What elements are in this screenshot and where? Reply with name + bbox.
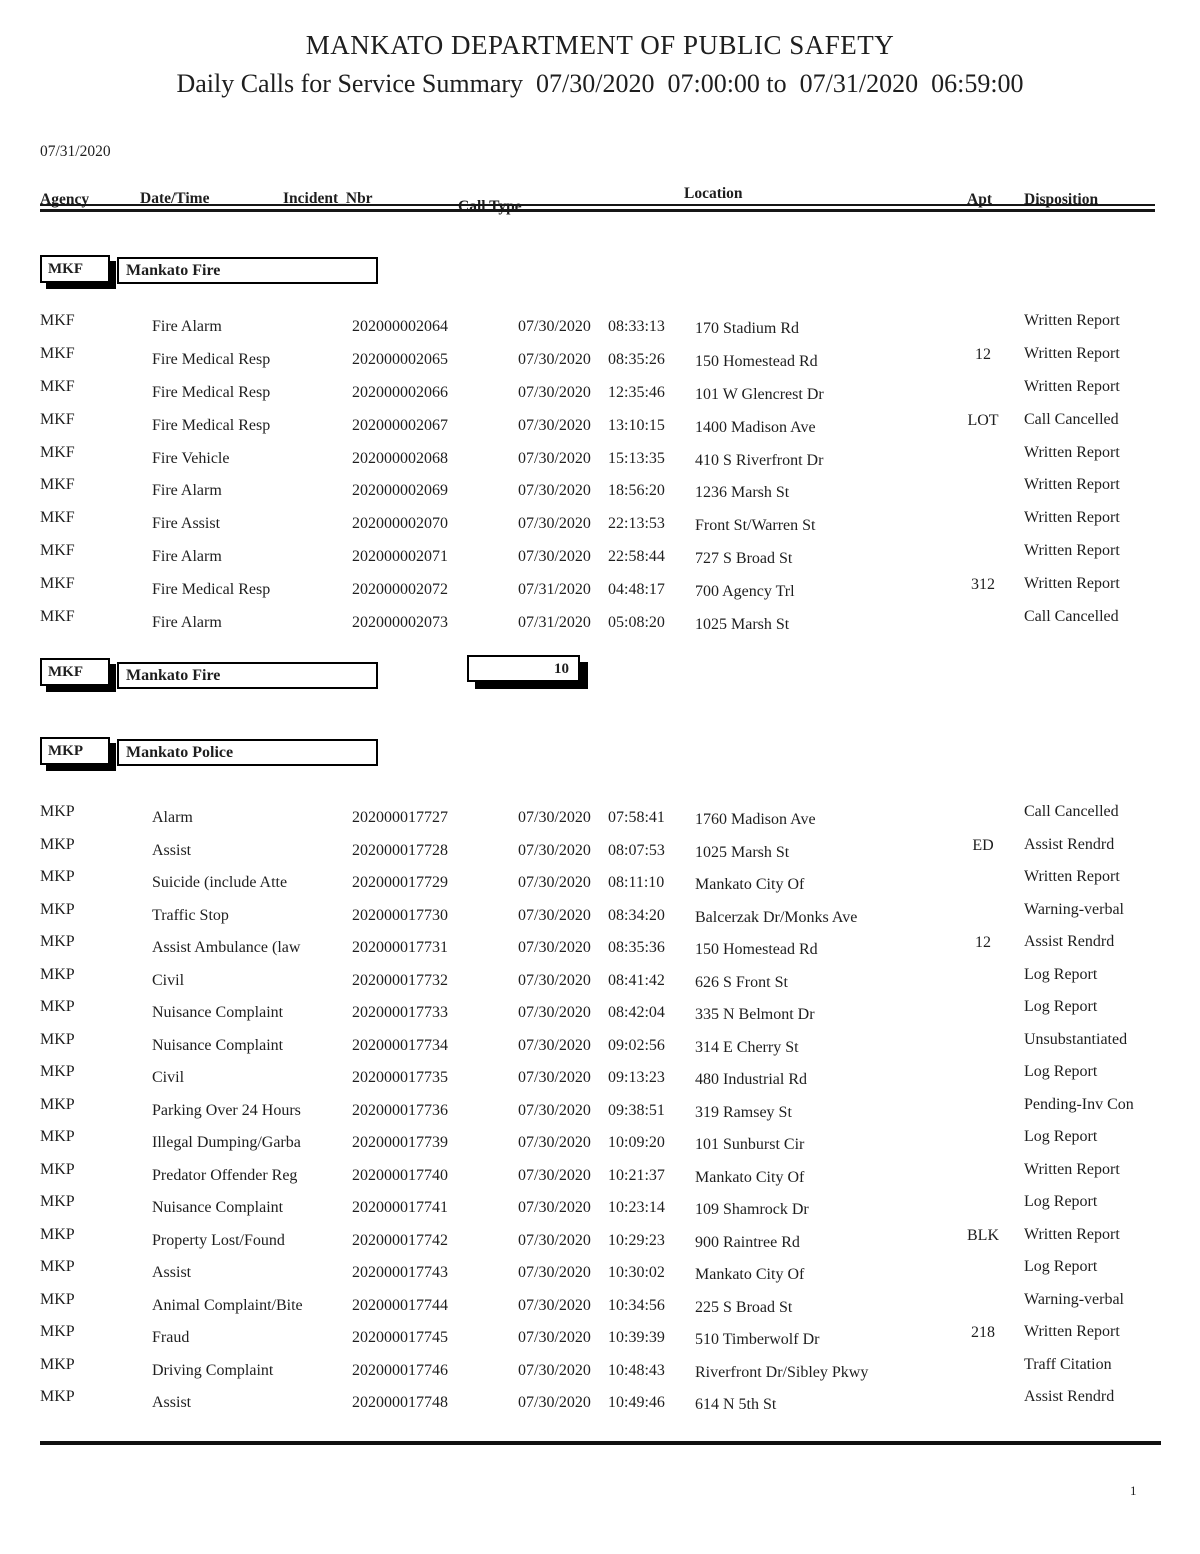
police-call-rows [0,801,1200,1419]
cell-call-type: Traffic Stop [152,906,229,924]
cell-call-type: Alarm [152,809,193,826]
table-row [0,540,1200,573]
cell-location: Mankato City Of [695,1266,805,1283]
cell-incident-nbr: 202000002065 [352,350,448,368]
cell-disposition: Call Cancelled [1024,803,1119,820]
cell-call-type: Assist [152,1264,192,1281]
table-row [0,931,1200,964]
cell-disposition: Call Cancelled [1024,410,1119,428]
cell-agency: MKF [40,377,75,395]
cell-agency: MKP [40,900,75,918]
cell-agency: MKP [40,835,75,853]
cell-incident-nbr: 202000017742 [352,1231,448,1249]
cell-time: 22:13:53 [608,515,665,533]
cell-time: 10:48:43 [608,1361,665,1379]
cell-time: 08:35:26 [608,350,665,368]
cell-time: 05:08:20 [608,614,665,632]
cell-location: Balcerzak Dr/Monks Ave [695,908,858,926]
cell-call-type: Fire Assist [152,515,221,533]
cell-time: 10:09:20 [608,1134,665,1151]
cell-apt: 12 [975,345,991,363]
cell-date: 07/30/2020 [518,1101,591,1119]
cell-call-type: Fire Alarm [152,548,222,566]
cell-time: 12:35:46 [608,383,665,401]
cell-time: 08:41:42 [608,971,665,989]
cell-disposition: Written Report [1024,1225,1120,1243]
cell-disposition: Written Report [1024,476,1120,494]
cell-incident-nbr: 202000002069 [352,482,448,500]
cell-incident-nbr: 202000002071 [352,548,448,566]
cell-agency: MKF [40,608,75,626]
table-row [0,376,1200,409]
cell-time: 10:30:02 [608,1264,665,1281]
cell-call-type: Fire Vehicle [152,449,230,467]
cell-call-type: Assist Ambulance (law [152,939,301,956]
cell-time: 10:34:56 [608,1296,665,1314]
section-code-fire: MKF [48,261,83,277]
cell-incident-nbr: 202000017733 [352,1004,448,1021]
table-row [0,573,1200,606]
cell-time: 10:49:46 [608,1394,665,1411]
cell-location: 626 S Front St [695,973,788,991]
cell-date: 07/30/2020 [518,1199,591,1216]
cell-disposition: Log Report [1024,1258,1098,1275]
table-row [0,507,1200,540]
cell-time: 08:07:53 [608,841,665,859]
cell-agency: MKP [40,868,75,885]
cell-agency: MKP [40,1388,75,1405]
table-row [0,310,1200,343]
cell-date: 07/30/2020 [518,350,591,368]
cell-date: 07/30/2020 [518,1296,591,1314]
cell-disposition: Written Report [1024,344,1120,362]
report-date: 07/31/2020 [40,143,111,160]
cell-call-type: Assist [152,1394,192,1411]
cell-disposition: Written Report [1024,1160,1120,1178]
section-code-box-police [40,737,110,765]
cell-disposition: Log Report [1024,998,1098,1015]
column-header-datetime: Date/Time [140,190,210,207]
cell-agency: MKP [40,1030,75,1048]
cell-disposition: Written Report [1024,509,1120,527]
table-row [0,1029,1200,1062]
table-row [0,899,1200,932]
cell-time: 18:56:20 [608,482,665,500]
cell-location: 150 Homestead Rd [695,941,818,958]
cell-location: 510 Timberwolf Dr [695,1331,820,1348]
cell-incident-nbr: 202000017745 [352,1329,448,1346]
column-header-incident-nbr: Incident_Nbr [283,190,373,207]
cell-call-type: Property Lost/Found [152,1231,285,1249]
table-row [0,996,1200,1029]
cell-location: 1025 Marsh St [695,843,790,861]
table-row [0,1321,1200,1354]
cell-agency: MKF [40,344,75,362]
cell-apt: LOT [967,411,999,429]
table-row [0,1094,1200,1127]
cell-location: 480 Industrial Rd [695,1071,807,1088]
cell-agency: MKF [40,476,75,494]
cell-date: 07/30/2020 [518,548,591,566]
cell-agency: MKP [40,1258,75,1275]
cell-call-type: Nuisance Complaint [152,1036,284,1054]
cell-location: 1025 Marsh St [695,616,790,634]
cell-incident-nbr: 202000017729 [352,874,448,891]
cell-agency: MKP [40,1225,75,1243]
table-row [0,442,1200,475]
table-row [0,1224,1200,1257]
cell-call-type: Fire Alarm [152,482,222,500]
cell-time: 10:23:14 [608,1199,665,1216]
cell-agency: MKP [40,1095,75,1113]
section-footer-code-fire: MKF [48,664,83,680]
table-row [0,866,1200,899]
cell-disposition: Assist Rendrd [1024,835,1115,853]
cell-time: 08:42:04 [608,1004,665,1021]
cell-location: 900 Raintree Rd [695,1233,800,1251]
table-row [0,1256,1200,1289]
cell-incident-nbr: 202000017727 [352,809,448,826]
cell-time: 13:10:15 [608,416,665,434]
table-row [0,964,1200,997]
cell-incident-nbr: 202000017735 [352,1069,448,1086]
cell-call-type: Driving Complaint [152,1361,274,1379]
cell-apt: 312 [971,576,995,594]
cell-call-type: Assist [152,841,192,859]
cell-incident-nbr: 202000017732 [352,971,448,989]
cell-date: 07/30/2020 [518,874,591,891]
table-row [0,474,1200,507]
cell-disposition: Written Report [1024,868,1120,885]
cell-agency: MKF [40,443,75,461]
cell-agency: MKP [40,998,75,1015]
cell-incident-nbr: 202000002070 [352,515,448,533]
cell-disposition: Written Report [1024,1323,1120,1340]
column-header-agency: Agency [40,191,90,208]
cell-time: 10:29:23 [608,1231,665,1249]
cell-agency: MKP [40,1128,75,1145]
cell-agency: MKF [40,312,75,329]
cell-time: 09:13:23 [608,1069,665,1086]
cell-agency: MKF [40,410,75,428]
cell-date: 07/30/2020 [518,383,591,401]
cell-agency: MKP [40,1063,75,1080]
cell-date: 07/30/2020 [518,809,591,826]
cell-location: Mankato City Of [695,876,805,893]
cell-call-type: Fire Medical Resp [152,416,271,434]
cell-location: Front St/Warren St [695,517,816,535]
cell-time: 08:11:10 [608,874,665,891]
column-header-disposition: Disposition [1024,191,1099,208]
cell-incident-nbr: 202000017740 [352,1166,448,1184]
cell-agency: MKF [40,575,75,593]
table-row [0,343,1200,376]
cell-location: 700 Agency Trl [695,583,795,601]
cell-location: 1236 Marsh St [695,484,790,502]
cell-agency: MKF [40,509,75,527]
cell-disposition: Assist Rendrd [1024,1388,1115,1405]
table-row [0,834,1200,867]
cell-incident-nbr: 202000017728 [352,841,448,859]
cell-location: 410 S Riverfront Dr [695,451,824,469]
cell-incident-nbr: 202000017734 [352,1036,448,1054]
section-code-box-fire [40,255,110,283]
table-row [0,1191,1200,1224]
report-title: MANKATO DEPARTMENT OF PUBLIC SAFETY [305,30,895,60]
cell-date: 07/30/2020 [518,515,591,533]
cell-agency: MKP [40,1193,75,1210]
cell-location: Riverfront Dr/Sibley Pkwy [695,1363,869,1381]
section-name-box-police [117,739,378,766]
cell-agency: MKP [40,933,75,950]
section-name-police: Mankato Police [126,744,234,761]
cell-location: 101 W Glencrest Dr [695,385,824,403]
cell-apt: BLK [967,1226,999,1244]
cell-incident-nbr: 202000017730 [352,906,448,924]
cell-location: 319 Ramsey St [695,1103,792,1121]
cell-disposition: Warning-verbal [1024,900,1124,918]
cell-disposition: Written Report [1024,542,1120,560]
cell-location: 101 Sunburst Cir [695,1136,805,1153]
cell-location: 170 Stadium Rd [695,320,800,337]
cell-date: 07/30/2020 [518,1069,591,1086]
report-subtitle: Daily Calls for Service Summary 07/30/2020 07:00:00 to 07/31/2020 06:59:00 [176,69,1024,98]
table-row [0,1289,1200,1322]
cell-disposition: Pending-Inv Con [1024,1095,1134,1113]
cell-disposition: Written Report [1024,575,1120,593]
cell-apt: 218 [971,1324,995,1341]
cell-apt: ED [972,836,994,854]
cell-call-type: Fire Medical Resp [152,383,271,401]
cell-date: 07/30/2020 [518,1361,591,1379]
cell-date: 07/30/2020 [518,482,591,500]
cell-date: 07/30/2020 [518,1166,591,1184]
cell-disposition: Call Cancelled [1024,608,1119,626]
cell-disposition: Log Report [1024,1128,1098,1145]
cell-incident-nbr: 202000002068 [352,449,448,467]
cell-incident-nbr: 202000017746 [352,1361,448,1379]
cell-incident-nbr: 202000002072 [352,581,448,599]
cell-location: 109 Shamrock Dr [695,1201,809,1218]
cell-date: 07/30/2020 [518,318,591,335]
cell-disposition: Unsubstantiated [1024,1030,1128,1048]
cell-time: 08:35:36 [608,939,665,956]
cell-date: 07/30/2020 [518,1264,591,1281]
cell-time: 15:13:35 [608,449,665,467]
fire-call-rows [0,310,1200,639]
cell-call-type: Fire Medical Resp [152,581,271,599]
section-name-fire: Mankato Fire [126,262,221,279]
cell-call-type: Predator Offender Reg [152,1166,298,1184]
cell-agency: MKP [40,1160,75,1178]
cell-location: 1760 Madison Ave [695,811,816,828]
cell-date: 07/31/2020 [518,614,591,632]
cell-incident-nbr: 202000017731 [352,939,448,956]
cell-date: 07/30/2020 [518,1004,591,1021]
cell-time: 10:21:37 [608,1166,665,1184]
cell-location: 614 N 5th St [695,1396,777,1413]
cell-disposition: Written Report [1024,443,1120,461]
cell-date: 07/30/2020 [518,841,591,859]
table-row [0,1354,1200,1387]
cell-time: 09:02:56 [608,1036,665,1054]
cell-call-type: Fire Alarm [152,614,222,632]
cell-incident-nbr: 202000017739 [352,1134,448,1151]
cell-call-type: Nuisance Complaint [152,1004,284,1021]
column-header-call-type: Call Type [458,198,522,215]
cell-incident-nbr: 202000002064 [352,318,448,335]
cell-call-type: Fire Alarm [152,318,222,335]
cell-disposition: Written Report [1024,377,1120,395]
cell-date: 07/30/2020 [518,1134,591,1151]
cell-agency: MKP [40,1323,75,1340]
table-row [0,1126,1200,1159]
cell-incident-nbr: 202000017748 [352,1394,448,1411]
cell-incident-nbr: 202000017744 [352,1296,448,1314]
cell-incident-nbr: 202000017743 [352,1264,448,1281]
header-divider-rule [40,204,1155,212]
cell-call-type: Parking Over 24 Hours [152,1101,301,1119]
cell-location: 335 N Belmont Dr [695,1006,815,1023]
table-row [0,1386,1200,1419]
section-footer-name-box-fire [117,662,378,689]
table-row [0,1061,1200,1094]
bottom-divider-rule [40,1441,1161,1445]
cell-disposition: Log Report [1024,1193,1098,1210]
table-row [0,801,1200,834]
cell-agency: MKP [40,803,75,820]
cell-time: 08:33:13 [608,318,665,335]
cell-agency: MKP [40,1290,75,1308]
cell-call-type: Suicide (include Atte [152,874,288,891]
cell-date: 07/31/2020 [518,581,591,599]
cell-apt: 12 [975,934,991,951]
cell-call-type: Fire Medical Resp [152,350,271,368]
cell-incident-nbr: 202000002066 [352,383,448,401]
cell-call-type: Civil [152,1069,185,1086]
section-total-fire: 10 [554,661,569,677]
cell-time: 22:58:44 [608,548,665,566]
cell-time: 09:38:51 [608,1101,665,1119]
column-header-location: Location [684,185,743,202]
cell-call-type: Animal Complaint/Bite [152,1296,303,1314]
section-code-police: MKP [48,743,83,759]
cell-incident-nbr: 202000002073 [352,614,448,632]
page-number: 1 [1130,1483,1137,1498]
cell-disposition: Assist Rendrd [1024,933,1115,950]
cell-location: 727 S Broad St [695,550,793,568]
cell-call-type: Illegal Dumping/Garba [152,1134,301,1151]
cell-date: 07/30/2020 [518,971,591,989]
section-name-box-fire [117,257,378,284]
cell-agency: MKF [40,542,75,560]
cell-disposition: Traff Citation [1024,1355,1112,1373]
cell-disposition: Warning-verbal [1024,1290,1124,1308]
cell-call-type: Nuisance Complaint [152,1199,284,1216]
cell-location: 225 S Broad St [695,1298,793,1316]
cell-agency: MKP [40,1355,75,1373]
cell-date: 07/30/2020 [518,1329,591,1346]
cell-date: 07/30/2020 [518,1036,591,1054]
column-header-apt: Apt [967,191,992,208]
table-row [0,409,1200,442]
cell-date: 07/30/2020 [518,1231,591,1249]
cell-date: 07/30/2020 [518,939,591,956]
section-total-box-fire [467,655,580,682]
cell-disposition: Written Report [1024,312,1120,329]
cell-location: Mankato City Of [695,1168,805,1186]
cell-incident-nbr: 202000017736 [352,1101,448,1119]
cell-incident-nbr: 202000017741 [352,1199,448,1216]
cell-call-type: Fraud [152,1329,190,1346]
table-row [0,606,1200,639]
section-footer-name-fire: Mankato Fire [126,667,221,684]
cell-time: 08:34:20 [608,906,665,924]
section-footer-code-box-fire [40,658,110,686]
cell-time: 07:58:41 [608,809,665,826]
cell-disposition: Log Report [1024,1063,1098,1080]
cell-location: 150 Homestead Rd [695,352,818,370]
cell-location: 1400 Madison Ave [695,418,816,436]
cell-location: 314 E Cherry St [695,1038,799,1056]
table-row [0,1159,1200,1192]
cell-date: 07/30/2020 [518,1394,591,1411]
cell-date: 07/30/2020 [518,906,591,924]
cell-date: 07/30/2020 [518,416,591,434]
cell-disposition: Log Report [1024,965,1098,983]
cell-time: 04:48:17 [608,581,665,599]
cell-incident-nbr: 202000002067 [352,416,448,434]
cell-time: 10:39:39 [608,1329,665,1346]
cell-date: 07/30/2020 [518,449,591,467]
cell-agency: MKP [40,965,75,983]
cell-call-type: Civil [152,971,185,989]
